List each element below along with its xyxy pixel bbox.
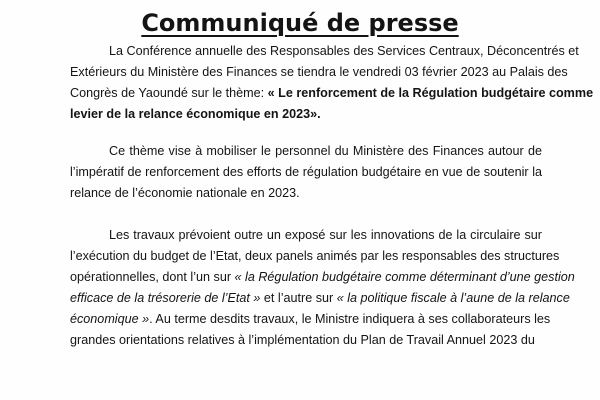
text-run: La Conférence annuelle des Responsables des Services Centraux, Déconcentrés et	[109, 44, 579, 58]
text-line	[70, 164, 542, 180]
text-run: et l’autre sur	[260, 291, 337, 305]
text-line	[70, 290, 570, 306]
document-title-text: Communiqué de presse	[141, 9, 459, 37]
text-run: « Le renforcement de la Régulation budgétaire comme	[267, 86, 594, 100]
text-line	[109, 227, 542, 243]
text-line	[70, 248, 560, 264]
text-run: « la Régulation budgétaire comme déterminant d’une gestion	[234, 270, 575, 284]
text-line	[70, 311, 551, 327]
text-run: efficace de la trésorerie de l’Etat »	[70, 291, 261, 305]
text-line	[70, 185, 542, 201]
text-line	[70, 64, 568, 80]
document-title	[0, 6, 600, 40]
text-run: économique »	[70, 312, 150, 326]
text-line	[109, 43, 579, 59]
text-run: Extérieurs du Ministère des Finances se tiendra le vendredi 03 février 2023 au Palais des	[70, 65, 568, 79]
text-run: « la politique fiscale à l’aune de la relance	[336, 291, 570, 305]
text-line	[70, 85, 594, 101]
text-run: Congrès de Yaoundé sur le thème:	[70, 86, 268, 100]
text-run: Les travaux prévoient outre un exposé sur les innovations de la circulaire sur	[109, 228, 542, 242]
text-run: Ce thème vise à mobiliser le personnel du Ministère des Finances autour de	[109, 144, 542, 158]
text-run: l’exécution du budget de l’Etat, deux panels animés par les responsables des structures	[70, 249, 560, 263]
text-run: . Au terme desdits travaux, le Ministre indiquera à ses collaborateurs les	[149, 312, 551, 326]
text-line	[70, 332, 542, 348]
text-run: relance de l’économie nationale en 2023.	[70, 186, 300, 200]
text-run: l’impératif de renforcement des efforts de régulation budgétaire en vue de soutenir la	[70, 165, 542, 179]
text-line	[70, 106, 542, 122]
text-run: levier de la relance économique en 2023».	[70, 107, 321, 121]
text-line	[109, 143, 542, 159]
text-run: grandes orientations relatives à l’implémentation du Plan de Travail Annuel 2023 du	[70, 333, 535, 347]
text-run: opérationnelles, dont l’un sur	[70, 270, 235, 284]
text-line	[70, 269, 575, 285]
